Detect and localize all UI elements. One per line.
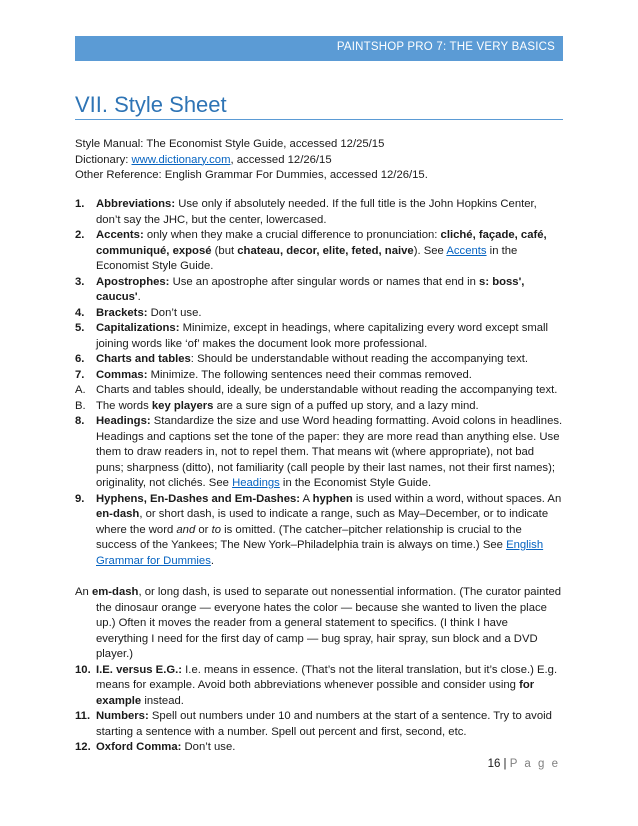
item-heading: Charts and tables	[96, 353, 191, 365]
list-item-headings: 8. Headings: Standardize the size and use Word heading formatting. Avoid colons in headlines. Headings and captions set the tone of the paper: they are more read than anything else. Use them to draw readers in, not to repel them. That means wit (where appropriate), not bad puns; sharpness (ditto), not familiarity (call people by their last names, not their first names); originality, not clichés. See Headings in the Economist Style Guide.	[75, 415, 563, 489]
item-number: 7.	[75, 368, 85, 381]
item-heading: Headings:	[96, 415, 151, 427]
item-number: 10.	[75, 663, 91, 676]
item-text: : Should be understandable without reading the accompanying text.	[190, 353, 529, 365]
dictionary-line: Dictionary: www.dictionary.com, accessed 12/26/15	[75, 153, 332, 166]
item-heading: Abbreviations:	[96, 198, 176, 210]
page-label: P a g e	[509, 758, 560, 770]
references-block	[75, 137, 428, 184]
item-number: 5.	[75, 322, 85, 334]
list-item-hyphens-dashes: 9. Hyphens, En-Dashes and Em-Dashes: A hyphen is used within a word, without spaces. An en-dash, or short dash, is used to indicate a range, such as May–December, or to indicate where the word and or to is omitted. (The catcher–pitcher relationship is crucial to the success of the Yankees; The New York–Philadelphia train is always on time.) See English Grammar for Dummies.	[75, 492, 562, 567]
item-number: 11.	[75, 710, 91, 722]
other-reference-line: Other Reference: English Grammar For Dummies, accessed 12/26/15.	[75, 169, 428, 181]
item-letter: A.	[75, 384, 86, 396]
item-text: Charts and tables should, ideally, be understandable without reading the accompanying text.	[96, 384, 558, 396]
item-number: 4.	[75, 306, 85, 319]
item-heading: Brackets:	[96, 306, 148, 319]
item-number: 3.	[75, 275, 85, 288]
list-item-capitalizations	[75, 321, 563, 352]
list-item-apostrophes: 3. Apostrophes: Use an apostrophe after singular words or names that end in s: boss', caucus'.	[75, 275, 525, 303]
item-heading: Apostrophes:	[96, 275, 170, 288]
dictionary-link[interactable]: www.dictionary.com	[131, 153, 231, 166]
item-text: Minimize. The following sentences need their commas removed.	[147, 368, 472, 381]
item-text: Don’t use.	[147, 306, 202, 319]
footer-separator: |	[500, 758, 510, 770]
headings-link[interactable]: Headings	[232, 477, 280, 489]
em-dash-paragraph: An em-dash, or long dash, is used to separate out nonessential information. (The curator painted the dinosaur orange — everyone hates the color — because she wanted to liven the place up.) Often it moves the reader from a general statement to specifics. (I think I have everything I need for the first day of camp — bug spray, hair spray, sun block and a DVD player.)	[75, 586, 562, 660]
page-number: 16	[487, 758, 501, 770]
item-number: 2.	[75, 229, 85, 241]
style-rules-list	[75, 197, 563, 756]
list-item-commas-example-b: B. The words key players are a sure sign of a puffed up story, and a lazy mind.	[75, 399, 563, 415]
list-item-numbers	[75, 709, 563, 740]
list-item-charts-tables	[75, 352, 563, 368]
page-title: VII. Style Sheet	[75, 92, 227, 117]
list-item-brackets	[75, 306, 563, 322]
item-heading: Numbers:	[96, 710, 149, 722]
item-text: Spell out numbers under 10 and numbers at the start of a sentence. Try to avoid starting a sentence with a number. Spell out percent and first, second, etc.	[96, 710, 552, 738]
list-item-ie-eg: 10. I.E. versus E.G.: I.e. means in essence. (That’s not the literal translation, but it’s close.) E.g. means for example. Avoid both abbreviations whenever possible and consider using for example instead.	[75, 663, 558, 707]
item-heading: I.E. versus E.G.:	[96, 663, 183, 676]
item-number: 9.	[75, 492, 85, 505]
list-item-oxford-comma	[75, 740, 563, 756]
item-heading: Accents:	[96, 229, 144, 241]
list-item-abbreviations	[75, 197, 563, 228]
item-letter: B.	[75, 399, 86, 412]
item-heading: Hyphens, En-Dashes and Em-Dashes:	[96, 492, 301, 505]
accents-link[interactable]: Accents	[446, 244, 487, 257]
item-text: Minimize, except in headings, where capitalizing every word except small joining words like ‘of’ makes the document look more professional.	[96, 322, 549, 350]
english-grammar-link[interactable]: English Grammar for Dummies	[96, 539, 544, 567]
item-heading: Oxford Comma:	[96, 741, 182, 753]
list-item-commas-example-a	[75, 383, 563, 399]
page-footer	[488, 758, 560, 770]
item-number: 1.	[75, 198, 85, 210]
item-text: Use only if absolutely needed. If the full title is the John Hopkins Center, don’t say the JHC, but the center, lowercased.	[96, 198, 537, 226]
style-manual-line: Style Manual: The Economist Style Guide, accessed 12/25/15	[75, 138, 385, 150]
list-item-accents: 2. Accents: only when they make a crucial difference to pronunciation: cliché, façade, café, communiqué, exposé (but chateau, decor, elite, feted, naive). See Accents in the Economist Style Guide.	[75, 229, 547, 272]
title-divider	[75, 119, 563, 120]
item-number: 8.	[75, 415, 85, 427]
item-number: 12.	[75, 741, 91, 753]
header-bar	[75, 36, 563, 61]
list-item-commas	[75, 368, 563, 384]
item-heading: Capitalizations:	[96, 322, 180, 334]
item-number: 6.	[75, 353, 85, 365]
item-text: Don’t use.	[181, 741, 236, 753]
item-heading: Commas:	[96, 368, 148, 381]
header-title: PAINTSHOP PRO 7: THE VERY BASICS	[336, 41, 555, 53]
